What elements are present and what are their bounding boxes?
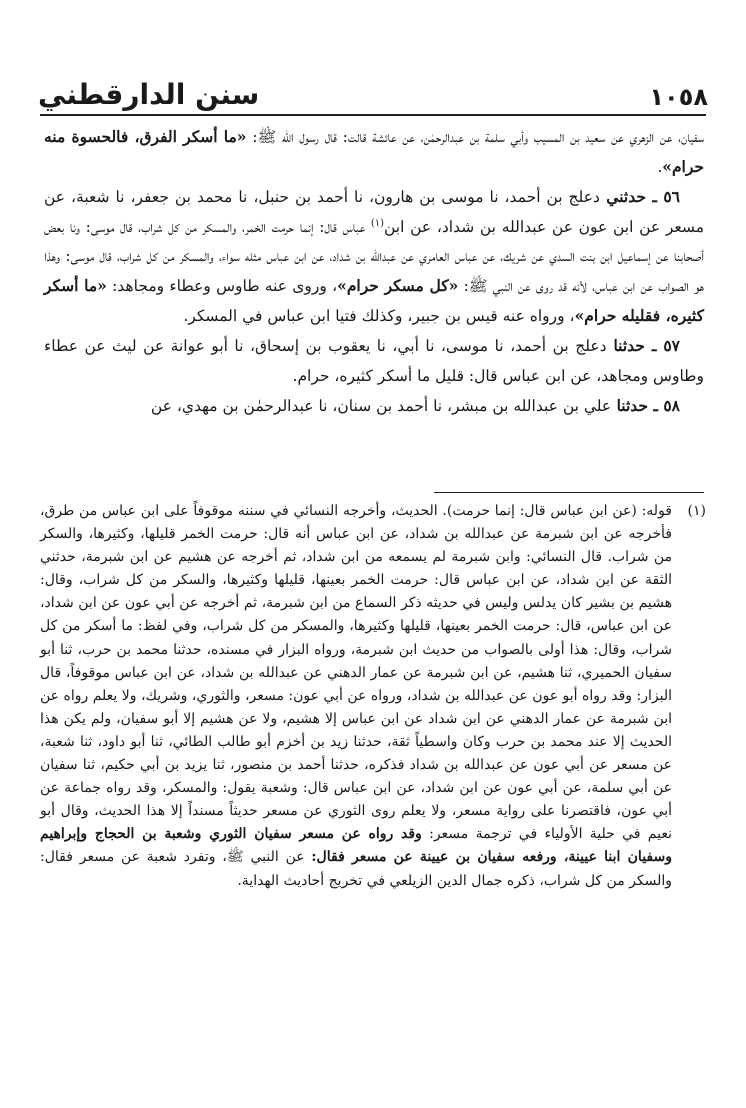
footnote-number: (١) (687, 503, 706, 519)
text-run: عباس قال: إنما حرمت الخمر، والمسكر من كل شراب، قال موسى: ونا بعض أصحابنا عن إسماعيل ابن بنت السدي عن شريك، عن عباس العامري عن عبدالله بن شداد، عن ابن عباس مثله سواء، والمسكر من كل شراب، قال موسى: وهذا هو الصواب عن ابن عباس، لأنه قد روى عن النبي ﷺ: (44, 217, 704, 296)
hadith-56 (44, 182, 704, 331)
paragraph-continuation (44, 122, 704, 182)
main-text (44, 122, 704, 421)
footnote-separator (434, 492, 704, 493)
hadith-57 (44, 331, 704, 390)
text-run: وقد رواه عن مسعر سفيان الثوري وشعبة بن الحجاج وإبراهيم وسفيان ابنا عيينة، ورفعه سفيان بن عيينة عن مسعر فقال: (40, 826, 672, 866)
page-header (38, 72, 708, 112)
text-run: دعلج بن أحمد، نا موسى بن هارون، نا أحمد بن حنبل، نا محمد بن جعفر، نا شعبة، عن مسعر عن ابن عون عن عبدالله بن شداد، عن ابن (44, 188, 704, 236)
text-run: . (657, 158, 663, 177)
footnote-text (40, 500, 672, 893)
hadith-number: ٥٦ (663, 187, 680, 207)
hadith-lead: ـ حدثنا (611, 395, 664, 415)
hadith-lead: ـ حدثني (599, 187, 664, 207)
hadith-lead: ـ حدثنا (606, 336, 664, 356)
hadith-quote: «كل مسكر حرام» (337, 276, 459, 296)
text-run: علي بن عبدالله بن مبشر، نا أحمد بن سنان، نا عبدالرحمٰن بن مهدي، عن (150, 396, 612, 415)
text-run: ، ورواه عنه قيس بن جبير، وكذلك فتيا ابن عباس في المسكر. (183, 307, 575, 326)
page-number: ١٠٥٨ (649, 83, 708, 111)
hadith-number: ٥٨ (663, 395, 680, 415)
text-run: سفيان، عن الزهري عن سعيد بن المسيب وأبي سلمة بن عبدالرحمٰن، عن عائشة قالت: قال رسول الله ﷺ: (246, 128, 705, 146)
text-run: عن النبي ﷺ، وتفرد شعبة عن مسعر فقال: والسكر من كل شراب، ذكره جمال الدين الزيلعي في تخريج أحاديث الهداية. (40, 849, 672, 889)
hadith-quote: «ما أسكر الفرق، فالحسوة منه حرام» (44, 127, 704, 177)
text-run: ، وروى عنه طاوس وعطاء ومجاهد: (106, 277, 338, 296)
text-run: وقد رواه أبو عون عن عبدالله بن شداد، ورواه عن أبي عون: مسعر، والثوري، وشريك، ولا يعلم رواه عن ابن شبرمة عن عمار الدهني عن ابن شداد عن ابن عباس إلا هشيم، ولا عن هشيم إلا أبو سفيان، ولم يكن هذا الحديث إلا عند محمد بن حرب وكان واسطياً ثقة، حدثنا زيد بن أخزم أبو طالب الطائي، ثنا أبو داود، ثنا شعبة، عن مسعر عن أبي عون عن عبدالله بن شداد فذكره، حدثنا أحمد بن منصور، ثنا يزيد بن أبي حكيم، ثنا سفيان عن أبي سلمة، عن أبي عون عن ابن شداد، عن ابن عباس قال: وشعبة يقول: والمسكر، وقد رواه جماعة عن أبي عون، فاقتصرنا على رواية مسعر، ولا يعلم روى الثوري عن مسعر حديثاً مسنداً إلا هذا الحديث (40, 687, 673, 820)
hadith-58 (44, 391, 704, 421)
footnote (40, 500, 706, 893)
running-title: سنن الدارقطني (38, 78, 260, 111)
footnote-marker[interactable]: (١) (370, 217, 384, 229)
header-rule (40, 114, 706, 116)
text-run: قوله: (عن ابن عباس قال: إنما حرمت). الحديث، وأخرجه النسائي في سننه موقوفاً على ابن عباس من طرق، فأخرجه عن ابن شبرمة عن عبدالله بن شداد، عن ابن عباس أنه قال: حرمت الخمر قليلها، وكثيرها، والسكر من شراب. قال النسائي: وابن شبرمة لم يسمعه من ابن شداد، ثم أخرجه عن هشيم عن ابن شبرمة، حدثني الثقة عن ابن شداد، عن ابن عباس قال: حرمت الخمر بعينها، قليلها وكثيرها، والسكر من كل شراب، وقال: هشيم بن بشير كان يدلس وليس في حديثه ذكر السماع من ابن شبرمة، ثم أخرجه عن أبي عون عن ابن شداد، عن ابن عباس، قال: حرمت الخمر بعينها، قليلها وكثيرها، والمسكر من كل شراب، وفي لفظ: ما أسكر من كل شراب، وقال: هذا أولى بالصواب من حديث ابن شبرمة، ورواه البزار في مسنده، حدثنا محمد بن حرب، ثنا أبو سفيان الحميري، ثنا هشيم، عن ابن شبرمة عن عمار الدهني عن عبدالله بن شداد، عن ابن عباس موقوفاً، قال البزار: (40, 503, 673, 704)
hadith-number: ٥٧ (663, 336, 680, 356)
hadith-quote: «ما أسكر كثيره، فقليله حرام» (44, 276, 704, 326)
text-run: ، وقال أبو نعيم في حلية الأولياء في ترجمة مسعر: (40, 803, 672, 843)
text-run: دعلج بن أحمد، نا موسى، نا أبي، نا يعقوب بن إسحاق، نا أبو عوانة عن ليث عن عطاء وطاوس ومجاهد، عن ابن عباس قال: قليل ما أسكر كثيره، حرام. (44, 337, 704, 385)
